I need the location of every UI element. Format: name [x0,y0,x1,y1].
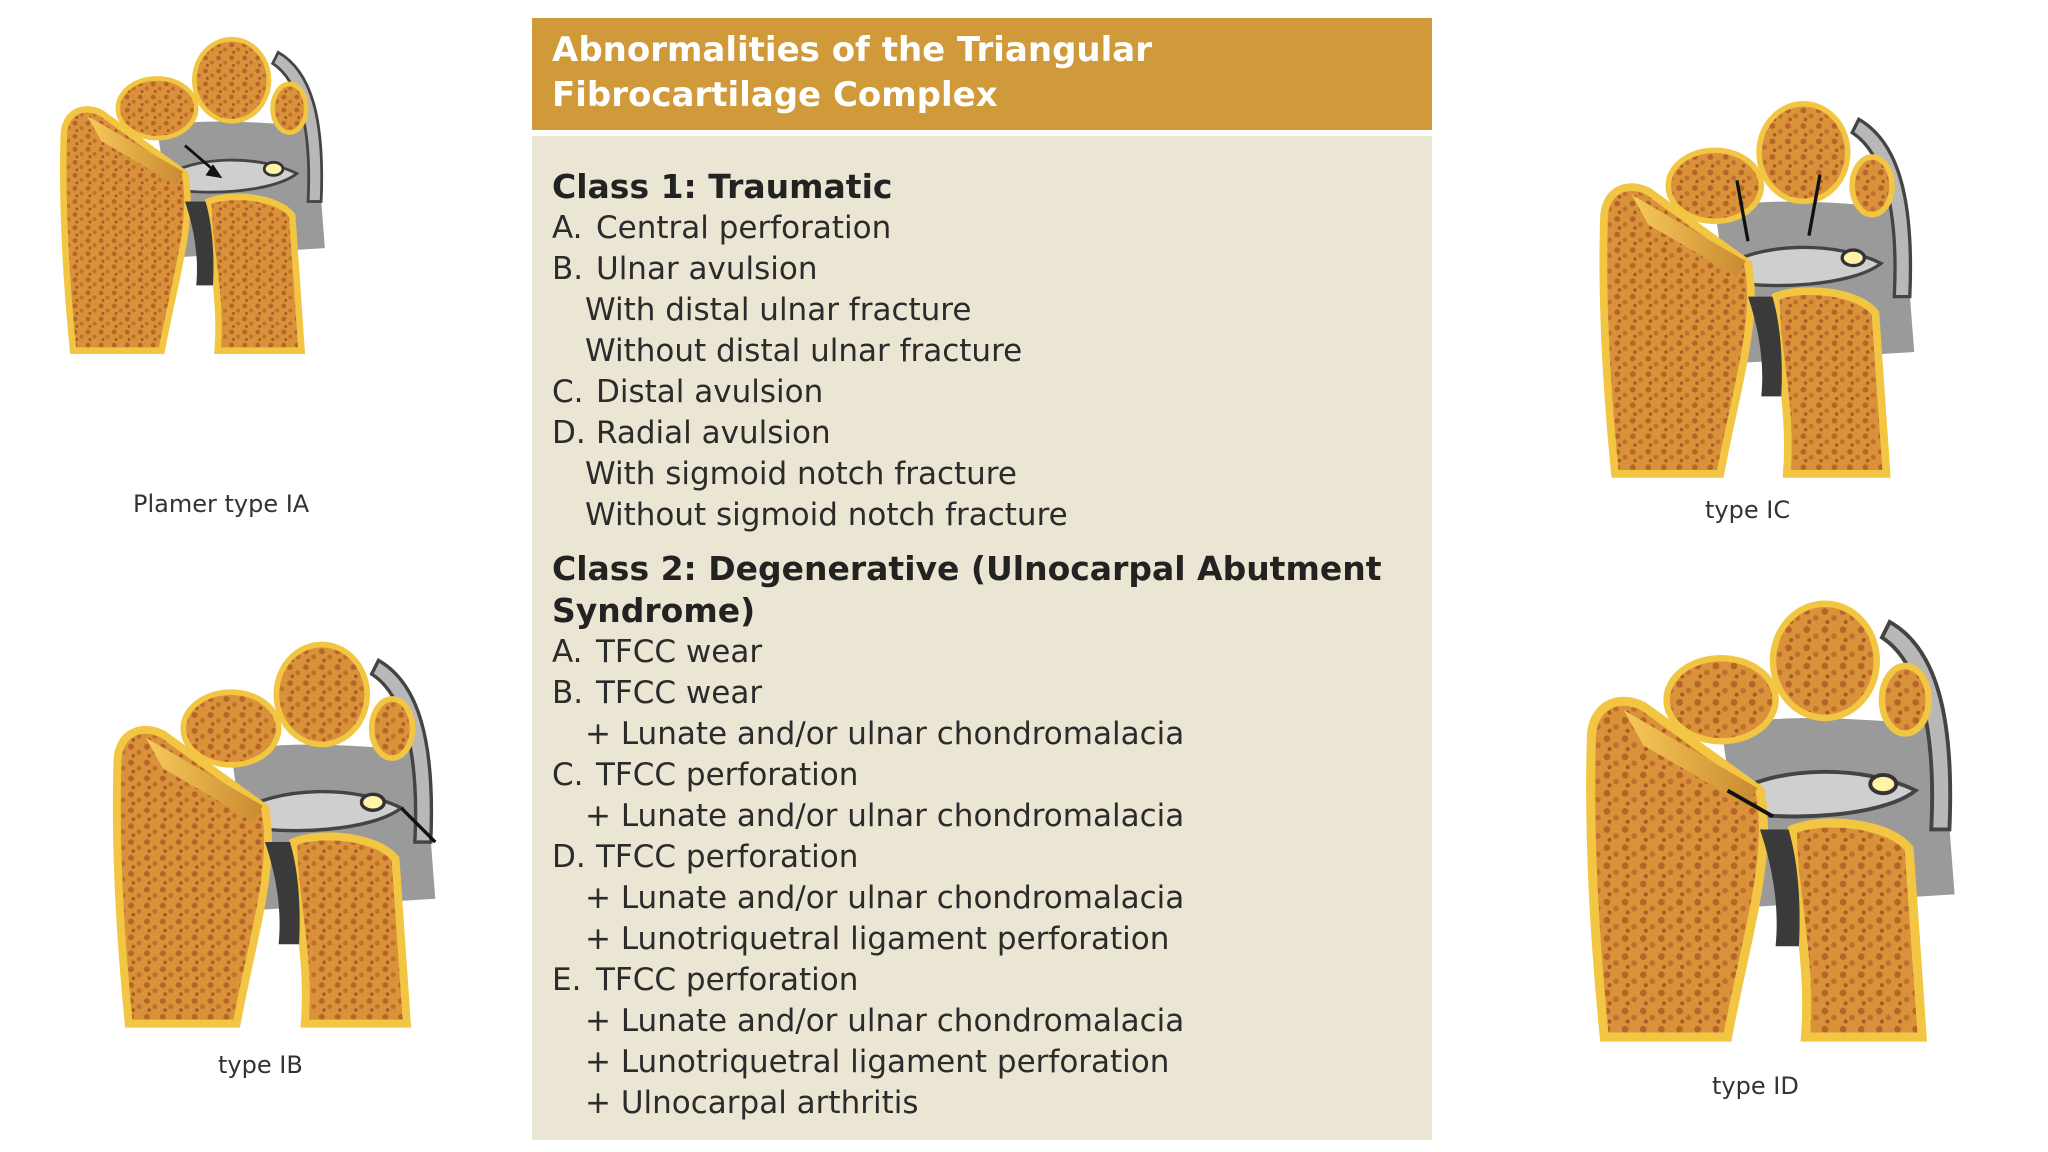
item-text: TFCC perforation [596,757,859,793]
class2-subitem: + Ulnocarpal arthritis [585,1085,919,1121]
wrist-diagram-id [1560,570,1960,1050]
class1-subitem: Without sigmoid notch fracture [585,497,1068,533]
wrist-diagram-ic [1568,75,1928,485]
class2-subitem: + Lunate and/or ulnar chondromalacia [585,880,1185,916]
item-letter: B. [552,675,584,711]
class2-item-1 [552,673,1412,714]
item-text: Ulnar avulsion [596,251,818,287]
class1-subitem: With distal ulnar fracture [585,292,972,328]
item-letter: A. [552,210,583,246]
item-letter: C. [552,374,584,410]
item-letter: B. [552,251,584,287]
table-title: Abnormalities of the Triangular Fibrocartilage Complex [532,18,1432,130]
item-letter: E. [552,962,582,998]
wrist-diagram-ib [85,615,445,1035]
item-letter: D. [552,839,586,875]
class2-subitem: + Lunate and/or ulnar chondromalacia [585,1003,1185,1039]
class2-item-4 [552,960,1412,1001]
class1-subitem: Without distal ulnar fracture [585,333,1023,369]
class1-item-3 [552,413,1412,454]
class2-subitem: + Lunotriquetral ligament perforation [585,921,1170,957]
caption-ib: type IB [218,1051,303,1079]
tfcc-classification-table [532,18,1432,1140]
item-text: TFCC wear [596,634,763,670]
class2-subitem: + Lunate and/or ulnar chondromalacia [585,716,1185,752]
table-body [532,136,1432,1140]
item-letter: C. [552,757,584,793]
class1-subitem: With sigmoid notch fracture [585,456,1017,492]
class1-heading: Class 1: Traumatic [552,167,893,206]
class1-item-2 [552,372,1412,413]
class1-list [552,208,1412,536]
item-letter: D. [552,415,586,451]
item-text: Central perforation [596,210,892,246]
caption-ic: type IC [1705,496,1791,524]
item-text: Radial avulsion [596,415,831,451]
class2-heading: Class 2: Degenerative (Ulnocarpal Abutment Syndrome) [552,549,1382,630]
wrist-illustration-ib [85,615,445,1035]
class2-list [552,632,1412,1124]
item-text: Distal avulsion [596,374,824,410]
wrist-illustration-ia [35,15,335,360]
item-text: TFCC perforation [596,839,859,875]
class2-subitem: + Lunotriquetral ligament perforation [585,1044,1170,1080]
item-text: TFCC wear [596,675,763,711]
class1-item-0 [552,208,1412,249]
item-letter: A. [552,634,583,670]
wrist-illustration-ic [1568,75,1928,485]
caption-id: type ID [1712,1072,1799,1100]
class2-item-2 [552,755,1412,796]
caption-ia: Plamer type IA [133,490,310,518]
wrist-diagram-ia [35,15,335,360]
class2-item-3 [552,837,1412,878]
wrist-illustration-id [1560,570,1960,1050]
class2-subitem: + Lunate and/or ulnar chondromalacia [585,798,1185,834]
class2-item-0 [552,632,1412,673]
class1-item-1 [552,249,1412,290]
item-text: TFCC perforation [596,962,859,998]
